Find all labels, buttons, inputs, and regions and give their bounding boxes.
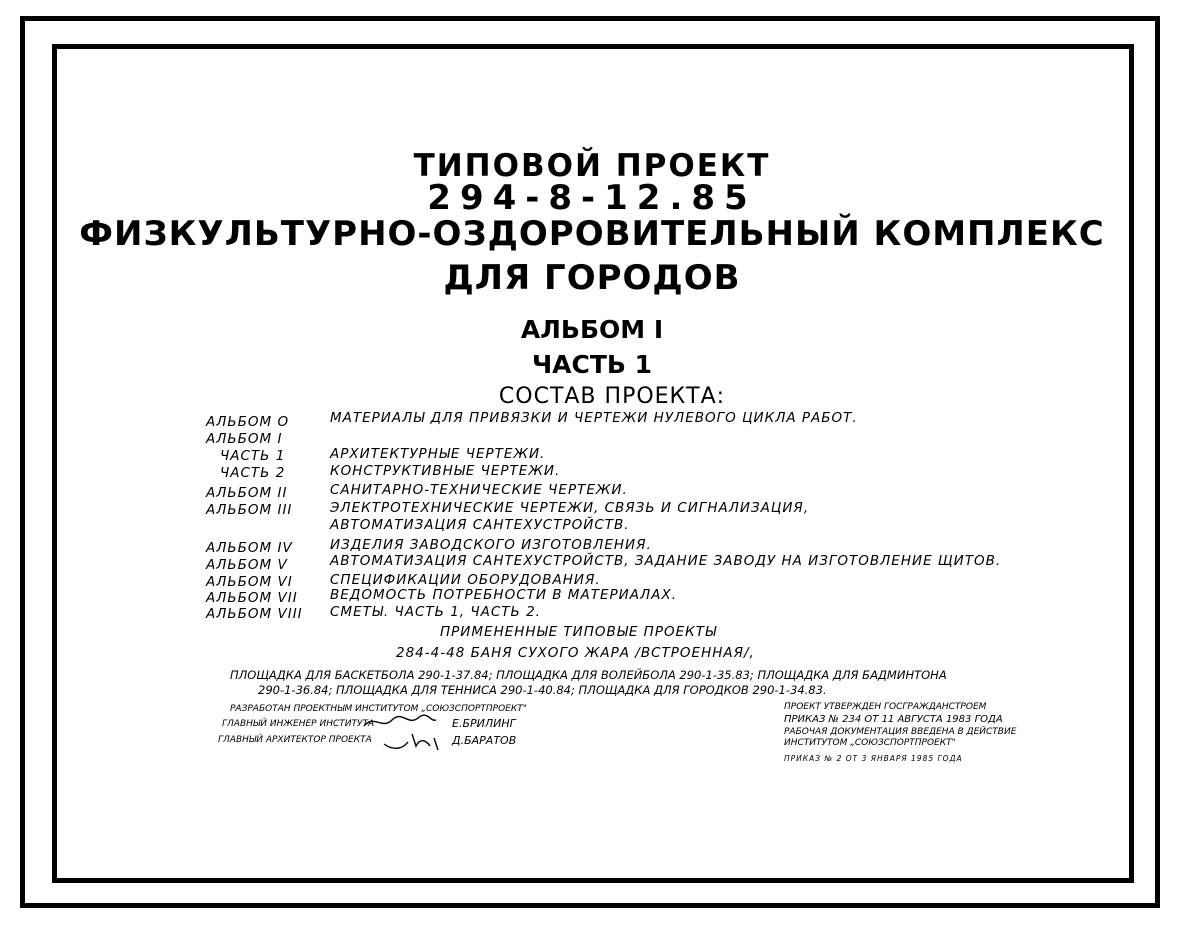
applied-line-2: ПЛОЩАДКА ДЛЯ БАСКЕТБОЛА 290-1-37.84; ПЛОЩАДКА ДЛЯ ВОЛЕЙБОЛА 290-1-35.83; ПЛОЩАДКА ДЛЯ БАДМИНТОНА <box>230 668 947 682</box>
composition-label: АЛЬБОМ V <box>206 557 288 573</box>
chief-engineer-name: Е.БРИЛИНГ <box>452 717 516 730</box>
composition-label: ЧАСТЬ 1 <box>220 448 286 464</box>
composition-text: АРХИТЕКТУРНЫЕ ЧЕРТЕЖИ. <box>330 446 546 462</box>
composition-label: АЛЬБОМ VIII <box>206 606 303 622</box>
signature-architect <box>382 728 444 752</box>
composition-text: ИЗДЕЛИЯ ЗАВОДСКОГО ИЗГОТОВЛЕНИЯ. <box>330 537 652 553</box>
composition-label: АЛЬБОМ VII <box>206 590 298 606</box>
composition-text: МАТЕРИАЛЫ ДЛЯ ПРИВЯЗКИ И ЧЕРТЕЖИ НУЛЕВОГО ЦИКЛА РАБОТ. <box>330 410 858 426</box>
composition-text: ЭЛЕКТРОТЕХНИЧЕСКИЕ ЧЕРТЕЖИ, СВЯЗЬ И СИГНАЛИЗАЦИЯ, <box>330 500 810 516</box>
composition-text: КОНСТРУКТИВНЫЕ ЧЕРТЕЖИ. <box>330 463 561 479</box>
composition-label: АЛЬБОМ VI <box>206 574 293 590</box>
applied-line-3: 290-1-36.84; ПЛОЩАДКА ДЛЯ ТЕННИСА 290-1-40.84; ПЛОЩАДКА ДЛЯ ГОРОДКОВ 290-1-34.83. <box>258 683 827 697</box>
composition-label: АЛЬБОМ IV <box>206 540 293 556</box>
applied-line-1: 284-4-48 БАНЯ СУХОГО ЖАРА /ВСТРОЕННАЯ/, <box>396 645 755 661</box>
approval-line-5: ПРИКАЗ № 2 ОТ 3 ЯНВАРЯ 1985 ГОДА <box>784 754 963 763</box>
approval-line-3: РАБОЧАЯ ДОКУМЕНТАЦИЯ ВВЕДЕНА В ДЕЙСТВИЕ <box>784 727 1017 737</box>
composition-label: АЛЬБОМ II <box>206 485 288 501</box>
composition-label: АЛЬБОМ I <box>206 431 283 447</box>
composition-heading: СОСТАВ ПРОЕКТА: <box>498 384 726 409</box>
composition-text: АВТОМАТИЗАЦИЯ САНТЕХУСТРОЙСТВ, ЗАДАНИЕ ЗАВОДУ НА ИЗГОТОВЛЕНИЕ ЩИТОВ. <box>330 553 1002 569</box>
approval-line-1: ПРОЕКТ УТВЕРЖДЕН ГОСГРАЖДАНСТРОЕМ <box>784 702 987 712</box>
chief-engineer-role: ГЛАВНЫЙ ИНЖЕНЕР ИНСТИТУТА <box>222 719 375 729</box>
project-subtitle: ДЛЯ ГОРОДОВ <box>443 258 741 298</box>
composition-label: АЛЬБОМ О <box>206 414 290 430</box>
developer-institute: РАЗРАБОТАН ПРОЕКТНЫМ ИНСТИТУТОМ „СОЮЗСПОРТПРОЕКТ" <box>230 704 527 714</box>
project-number: 294-8-12.85 <box>427 178 757 218</box>
composition-text: АВТОМАТИЗАЦИЯ САНТЕХУСТРОЙСТВ. <box>330 517 630 533</box>
chief-architect-name: Д.БАРАТОВ <box>452 734 517 747</box>
composition-text: СПЕЦИФИКАЦИИ ОБОРУДОВАНИЯ. <box>330 572 601 588</box>
part-title: ЧАСТЬ 1 <box>531 350 653 379</box>
composition-text: ВЕДОМОСТЬ ПОТРЕБНОСТИ В МАТЕРИАЛАХ. <box>330 587 677 603</box>
doc-type: ТИПОВОЙ ПРОЕКТ <box>413 148 771 184</box>
album-title: АЛЬБОМ I <box>520 315 664 344</box>
composition-label: АЛЬБОМ III <box>206 502 293 518</box>
project-title: ФИЗКУЛЬТУРНО-ОЗДОРОВИТЕЛЬНЫЙ КОМПЛЕКС <box>79 214 1105 254</box>
composition-label: ЧАСТЬ 2 <box>220 465 286 481</box>
chief-architect-role: ГЛАВНЫЙ АРХИТЕКТОР ПРОЕКТА <box>218 735 372 745</box>
applied-heading: ПРИМЕНЕННЫЕ ТИПОВЫЕ ПРОЕКТЫ <box>440 624 718 640</box>
approval-line-2: ПРИКАЗ № 234 ОТ 11 АВГУСТА 1983 ГОДА <box>784 714 1003 725</box>
approval-line-4: ИНСТИТУТОМ „СОЮЗСПОРТПРОЕКТ" <box>784 738 956 748</box>
composition-text: СМЕТЫ. ЧАСТЬ 1, ЧАСТЬ 2. <box>330 604 541 620</box>
composition-text: САНИТАРНО-ТЕХНИЧЕСКИЕ ЧЕРТЕЖИ. <box>330 482 628 498</box>
